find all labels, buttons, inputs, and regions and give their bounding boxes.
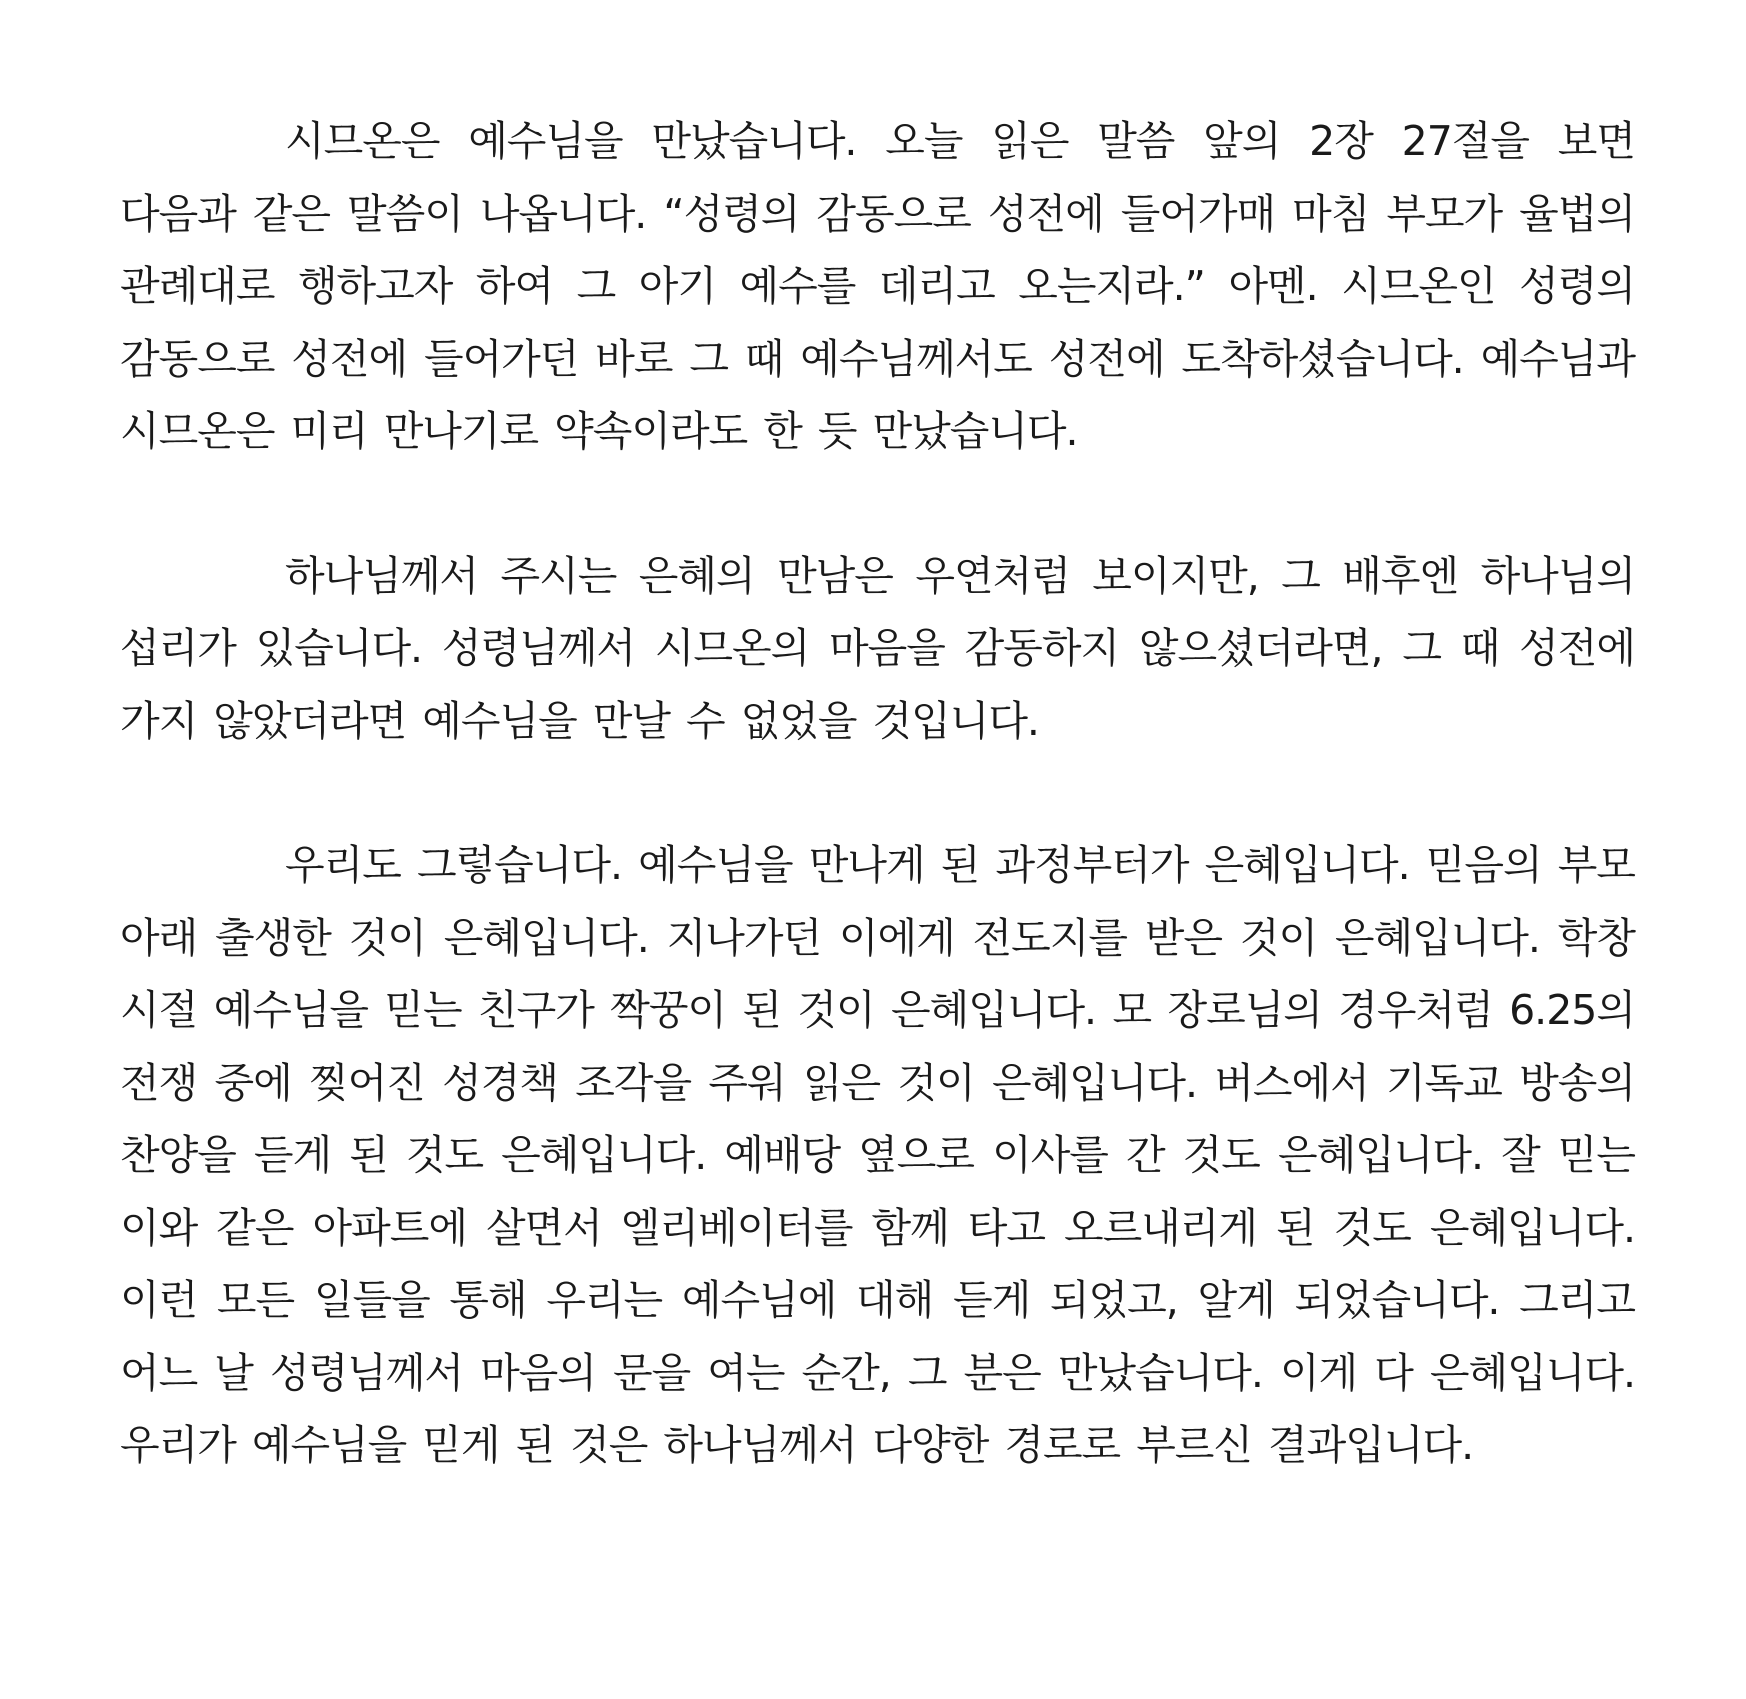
paragraph-2: 하나님께서 주시는 은혜의 만남은 우연처럼 보이지만, 그 배후엔 하나님의 섭리가 있습니다. 성령님께서 시므온의 마음을 감동하지 않으셨더라면, 그 때 성전에 가지 않았더라면 예수님을 만날 수 없었을 것입니다.	[120, 551, 1635, 745]
paragraph-1: 시므온은 예수님을 만났습니다. 오늘 읽은 말씀 앞의 2장 27절을 보면 다음과 같은 말씀이 나옵니다. “성령의 감동으로 성전에 들어가매 마침 부모가 율법의 관례대로 행하고자 하여 그 아기 예수를 데리고 오는지라.” 아멘. 시므온인 성령의 감동으로 성전에 들어가던 바로 그 때 예수님께서도 성전에 도착하셨습니다. 예수님과 시므온은 미리 만나기로 약속이라도 한 듯 만났습니다.	[120, 117, 1635, 455]
document-body	[120, 105, 1635, 1554]
paragraph-3: 우리도 그렇습니다. 예수님을 만나게 된 과정부터가 은혜입니다. 믿음의 부모 아래 출생한 것이 은혜입니다. 지나가던 이에게 전도지를 받은 것이 은혜입니다. 학창 시절 예수님을 믿는 친구가 짝꿍이 된 것이 은혜입니다. 모 장로님의 경우처럼 6.25의 전쟁 중에 찢어진 성경책 조각을 주워 읽은 것이 은혜입니다. 버스에서 기독교 방송의 찬양을 듣게 된 것도 은혜입니다. 예배당 옆으로 이사를 간 것도 은혜입니다. 잘 믿는 이와 같은 아파트에 살면서 엘리베이터를 함께 타고 오르내리게 된 것도 은혜입니다. 이런 모든 일들을 통해 우리는 예수님에 대해 듣게 되었고, 알게 되었습니다. 그리고 어느 날 성령님께서 마음의 문을 여는 순간, 그 분은 만났습니다. 이게 다 은혜입니다. 우리가 예수님을 믿게 된 것은 하나님께서 다양한 경로로 부르신 결과입니다.	[120, 841, 1635, 1469]
